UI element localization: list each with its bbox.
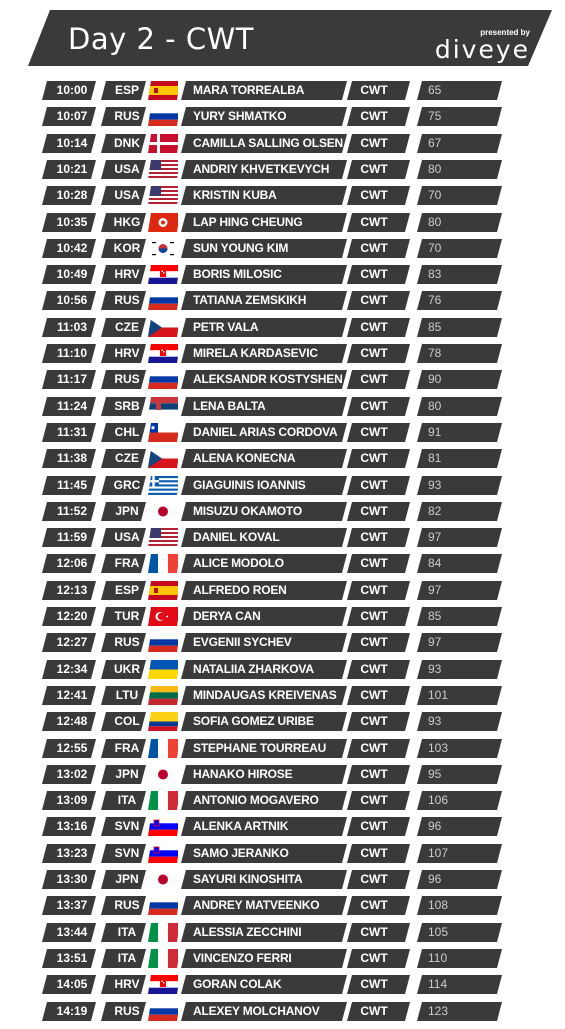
grc-flag-icon [148, 476, 180, 495]
country-code: RUS [114, 293, 140, 307]
athlete-name: KRISTIN KUBA [193, 188, 277, 202]
country-code: ITA [117, 925, 137, 939]
athlete-name: DERYA CAN [193, 609, 261, 623]
table-row [0, 765, 565, 784]
table-row [0, 134, 565, 153]
start-time: 10:14 [56, 136, 88, 150]
announced-depth: 123 [428, 1004, 449, 1018]
chl-flag-icon [148, 423, 180, 442]
discipline: CWT [360, 478, 388, 492]
announced-depth: 70 [428, 241, 442, 255]
announced-depth: 106 [428, 793, 449, 807]
announced-depth: 96 [428, 819, 442, 833]
ukr-flag-icon [148, 660, 180, 679]
jpn-flag-icon [148, 870, 180, 889]
discipline: CWT [360, 741, 388, 755]
start-time: 13:37 [56, 898, 88, 912]
announced-depth: 75 [428, 109, 442, 123]
start-time: 13:23 [56, 846, 88, 860]
diveye-logo: diveye [434, 35, 530, 64]
table-row [0, 528, 565, 547]
cze-flag-icon [148, 449, 180, 468]
start-time: 10:21 [56, 162, 88, 176]
athlete-name: NATALIIA ZHARKOVA [193, 662, 314, 676]
rus-flag-icon [148, 896, 180, 915]
announced-depth: 97 [428, 530, 442, 544]
discipline: CWT [360, 188, 388, 202]
esp-flag-icon [148, 581, 180, 600]
discipline: CWT [360, 635, 388, 649]
ita-flag-icon [148, 923, 180, 942]
country-code: RUS [114, 1004, 140, 1018]
athlete-name: ANDREY MATVEENKO [193, 898, 320, 912]
discipline: CWT [360, 267, 388, 281]
country-code: RUS [114, 372, 140, 386]
start-time: 10:35 [56, 215, 88, 229]
cze-flag-icon [148, 318, 180, 337]
rus-flag-icon [148, 633, 180, 652]
country-code: FRA [114, 741, 140, 755]
announced-depth: 80 [428, 215, 442, 229]
start-time: 12:55 [56, 741, 88, 755]
announced-depth: 107 [428, 846, 449, 860]
announced-depth: 81 [428, 451, 442, 465]
athlete-name: MINDAUGAS KREIVENAS [193, 688, 337, 702]
svn-flag-icon [148, 817, 180, 836]
header-banner [28, 10, 552, 66]
country-code: RUS [114, 109, 140, 123]
discipline: CWT [360, 662, 388, 676]
start-time: 10:28 [56, 188, 88, 202]
athlete-name: ALESSIA ZECCHINI [193, 925, 302, 939]
table-row [0, 712, 565, 731]
fra-flag-icon [148, 739, 180, 758]
kor-flag-icon [148, 239, 180, 258]
athlete-name: BORIS MILOSIC [193, 267, 282, 281]
country-code: FRA [114, 556, 140, 570]
athlete-name: SAMO JERANKO [193, 846, 289, 860]
announced-depth: 67 [428, 136, 442, 150]
discipline: CWT [360, 241, 388, 255]
start-time: 12:27 [56, 635, 88, 649]
athlete-name: MARA TORREALBA [193, 83, 305, 97]
ita-flag-icon [148, 791, 180, 810]
discipline: CWT [360, 951, 388, 965]
athlete-name: ALEXEY MOLCHANOV [193, 1004, 320, 1018]
athlete-name: PETR VALA [193, 320, 259, 334]
start-time: 11:10 [56, 346, 88, 360]
announced-depth: 84 [428, 556, 442, 570]
table-row [0, 660, 565, 679]
table-row [0, 370, 565, 389]
start-time: 13:09 [56, 793, 88, 807]
discipline: CWT [360, 714, 388, 728]
announced-depth: 80 [428, 399, 442, 413]
table-row [0, 844, 565, 863]
country-code: USA [114, 188, 140, 202]
discipline: CWT [360, 83, 388, 97]
country-code: ESP [114, 83, 139, 97]
discipline: CWT [360, 293, 388, 307]
table-row [0, 476, 565, 495]
discipline: CWT [360, 320, 388, 334]
ltu-flag-icon [148, 686, 180, 705]
ita-flag-icon [148, 949, 180, 968]
start-time: 14:19 [56, 1004, 88, 1018]
athlete-name: ANDRIY KHVETKEVYCH [193, 162, 330, 176]
country-code: KOR [113, 241, 141, 255]
country-code: RUS [114, 898, 140, 912]
announced-depth: 65 [428, 83, 442, 97]
athlete-name: DANIEL KOVAL [193, 530, 280, 544]
dnk-flag-icon [148, 134, 180, 153]
discipline: CWT [360, 372, 388, 386]
discipline: CWT [360, 977, 388, 991]
table-row [0, 107, 565, 126]
discipline: CWT [360, 162, 388, 176]
country-code: SVN [114, 819, 140, 833]
country-code: DNK [114, 136, 140, 150]
announced-depth: 93 [428, 714, 442, 728]
discipline: CWT [360, 530, 388, 544]
table-row [0, 739, 565, 758]
country-code: ESP [114, 583, 139, 597]
country-code: HRV [114, 346, 140, 360]
discipline: CWT [360, 556, 388, 570]
announced-depth: 101 [428, 688, 449, 702]
hkg-flag-icon [148, 213, 180, 232]
usa-flag-icon [148, 186, 180, 205]
athlete-name: DANIEL ARIAS CORDOVA [193, 425, 338, 439]
table-row [0, 265, 565, 284]
country-code: SVN [114, 846, 140, 860]
discipline: CWT [360, 846, 388, 860]
table-row [0, 213, 565, 232]
country-code: HKG [113, 215, 141, 229]
usa-flag-icon [148, 160, 180, 179]
table-row [0, 949, 565, 968]
start-time: 12:41 [56, 688, 88, 702]
announced-depth: 83 [428, 267, 442, 281]
discipline: CWT [360, 399, 388, 413]
discipline: CWT [360, 898, 388, 912]
announced-depth: 76 [428, 293, 442, 307]
discipline: CWT [360, 136, 388, 150]
country-code: HRV [114, 977, 140, 991]
country-code: ITA [117, 951, 137, 965]
col-flag-icon [148, 712, 180, 731]
discipline: CWT [360, 425, 388, 439]
discipline: CWT [360, 504, 388, 518]
announced-depth: 91 [428, 425, 442, 439]
athlete-name: SUN YOUNG KIM [193, 241, 289, 255]
start-time: 11:17 [56, 372, 88, 386]
discipline: CWT [360, 767, 388, 781]
announced-depth: 108 [428, 898, 449, 912]
start-time: 11:24 [56, 399, 88, 413]
athlete-name: YURY SHMATKO [193, 109, 287, 123]
start-time: 10:56 [56, 293, 88, 307]
start-time: 13:02 [56, 767, 88, 781]
athlete-name: ALENKA ARTNIK [193, 819, 289, 833]
announced-depth: 97 [428, 635, 442, 649]
discipline: CWT [360, 109, 388, 123]
table-row [0, 423, 565, 442]
table-row [0, 686, 565, 705]
announced-depth: 95 [428, 767, 442, 781]
start-time: 12:06 [56, 556, 88, 570]
discipline: CWT [360, 688, 388, 702]
discipline: CWT [360, 872, 388, 886]
usa-flag-icon [148, 528, 180, 547]
athlete-name: EVGENII SYCHEV [193, 635, 292, 649]
athlete-name: ANTONIO MOGAVERO [193, 793, 319, 807]
announced-depth: 82 [428, 504, 442, 518]
discipline: CWT [360, 346, 388, 360]
start-time: 11:38 [56, 451, 88, 465]
athlete-name: MISUZU OKAMOTO [193, 504, 302, 518]
country-code: JPN [115, 872, 139, 886]
table-row [0, 633, 565, 652]
table-row [0, 923, 565, 942]
srb-flag-icon [148, 397, 180, 416]
rus-flag-icon [148, 107, 180, 126]
start-time: 12:13 [56, 583, 88, 597]
start-time: 12:34 [56, 662, 88, 676]
athlete-name: ALFREDO ROEN [193, 583, 287, 597]
athlete-name: MIRELA KARDASEVIC [193, 346, 318, 360]
announced-depth: 110 [428, 951, 448, 965]
country-code: COL [114, 714, 140, 728]
presented-by-label: presented by [480, 28, 530, 37]
table-row [0, 817, 565, 836]
discipline: CWT [360, 583, 388, 597]
start-time: 10:49 [56, 267, 88, 281]
table-row [0, 449, 565, 468]
table-row [0, 344, 565, 363]
start-time: 10:07 [56, 109, 88, 123]
table-row [0, 186, 565, 205]
table-row [0, 607, 565, 626]
start-time: 11:03 [56, 320, 88, 334]
announced-depth: 90 [428, 372, 442, 386]
country-code: USA [114, 530, 140, 544]
discipline: CWT [360, 925, 388, 939]
start-time: 11:31 [56, 425, 88, 439]
table-row [0, 1002, 565, 1021]
table-row [0, 239, 565, 258]
hrv-flag-icon [148, 265, 180, 284]
country-code: JPN [115, 504, 139, 518]
athlete-name: VINCENZO FERRI [193, 951, 292, 965]
discipline: CWT [360, 819, 388, 833]
rus-flag-icon [148, 370, 180, 389]
start-time: 11:52 [56, 504, 88, 518]
page-title: Day 2 - CWT [68, 22, 254, 56]
announced-depth: 93 [428, 662, 442, 676]
country-code: GRC [113, 478, 141, 492]
table-row [0, 791, 565, 810]
table-row [0, 870, 565, 889]
start-time: 12:20 [56, 609, 88, 623]
country-code: JPN [115, 767, 139, 781]
country-code: UKR [114, 662, 140, 676]
hrv-flag-icon [148, 344, 180, 363]
country-code: CZE [115, 320, 139, 334]
table-row [0, 554, 565, 573]
country-code: ITA [117, 793, 137, 807]
announced-depth: 93 [428, 478, 442, 492]
country-code: LTU [115, 688, 139, 702]
athlete-name: HANAKO HIROSE [193, 767, 293, 781]
announced-depth: 103 [428, 741, 449, 755]
hrv-flag-icon [148, 975, 180, 994]
announced-depth: 70 [428, 188, 442, 202]
table-row [0, 81, 565, 100]
table-row [0, 502, 565, 521]
start-time: 13:44 [56, 925, 88, 939]
start-time: 10:00 [56, 83, 88, 97]
country-code: RUS [114, 635, 140, 649]
start-time: 13:51 [56, 951, 88, 965]
start-time: 11:59 [56, 530, 88, 544]
start-time: 13:30 [56, 872, 88, 886]
athlete-name: SOFIA GOMEZ URIBE [193, 714, 314, 728]
esp-flag-icon [148, 81, 180, 100]
start-time: 10:42 [56, 241, 88, 255]
athlete-name: LENA BALTA [193, 399, 266, 413]
table-row [0, 291, 565, 310]
svn-flag-icon [148, 844, 180, 863]
table-row [0, 160, 565, 179]
table-row [0, 318, 565, 337]
discipline: CWT [360, 793, 388, 807]
rus-flag-icon [148, 1002, 180, 1021]
table-row [0, 581, 565, 600]
announced-depth: 97 [428, 583, 442, 597]
announced-depth: 85 [428, 320, 442, 334]
country-code: TUR [114, 609, 140, 623]
country-code: CZE [115, 451, 139, 465]
fra-flag-icon [148, 554, 180, 573]
table-row [0, 896, 565, 915]
table-row [0, 397, 565, 416]
athlete-name: ALENA KONECNA [193, 451, 296, 465]
discipline: CWT [360, 215, 388, 229]
announced-depth: 96 [428, 872, 442, 886]
discipline: CWT [360, 451, 388, 465]
announced-depth: 78 [428, 346, 442, 360]
athlete-name: GIAGUINIS IOANNIS [193, 478, 306, 492]
start-time: 12:48 [56, 714, 88, 728]
jpn-flag-icon [148, 502, 180, 521]
country-code: SRB [114, 399, 140, 413]
athlete-name: CAMILLA SALLING OLSEN [193, 136, 344, 150]
athlete-name: STEPHANE TOURREAU [193, 741, 327, 755]
discipline: CWT [360, 609, 388, 623]
athlete-name: SAYURI KINOSHITA [193, 872, 303, 886]
rus-flag-icon [148, 291, 180, 310]
country-code: CHL [114, 425, 140, 439]
athlete-name: ALEKSANDR KOSTYSHEN [193, 372, 343, 386]
jpn-flag-icon [148, 765, 180, 784]
athlete-name: GORAN COLAK [193, 977, 282, 991]
announced-depth: 85 [428, 609, 442, 623]
announced-depth: 114 [428, 977, 448, 991]
table-row [0, 975, 565, 994]
start-time: 13:16 [56, 819, 88, 833]
start-time: 11:45 [56, 478, 88, 492]
discipline: CWT [360, 1004, 388, 1018]
tur-flag-icon [148, 607, 180, 626]
athlete-name: TATIANA ZEMSKIKH [193, 293, 307, 307]
athlete-name: ALICE MODOLO [193, 556, 284, 570]
country-code: USA [114, 162, 140, 176]
country-code: HRV [114, 267, 140, 281]
announced-depth: 105 [428, 925, 449, 939]
start-time: 14:05 [56, 977, 88, 991]
announced-depth: 80 [428, 162, 442, 176]
athlete-name: LAP HING CHEUNG [193, 215, 303, 229]
